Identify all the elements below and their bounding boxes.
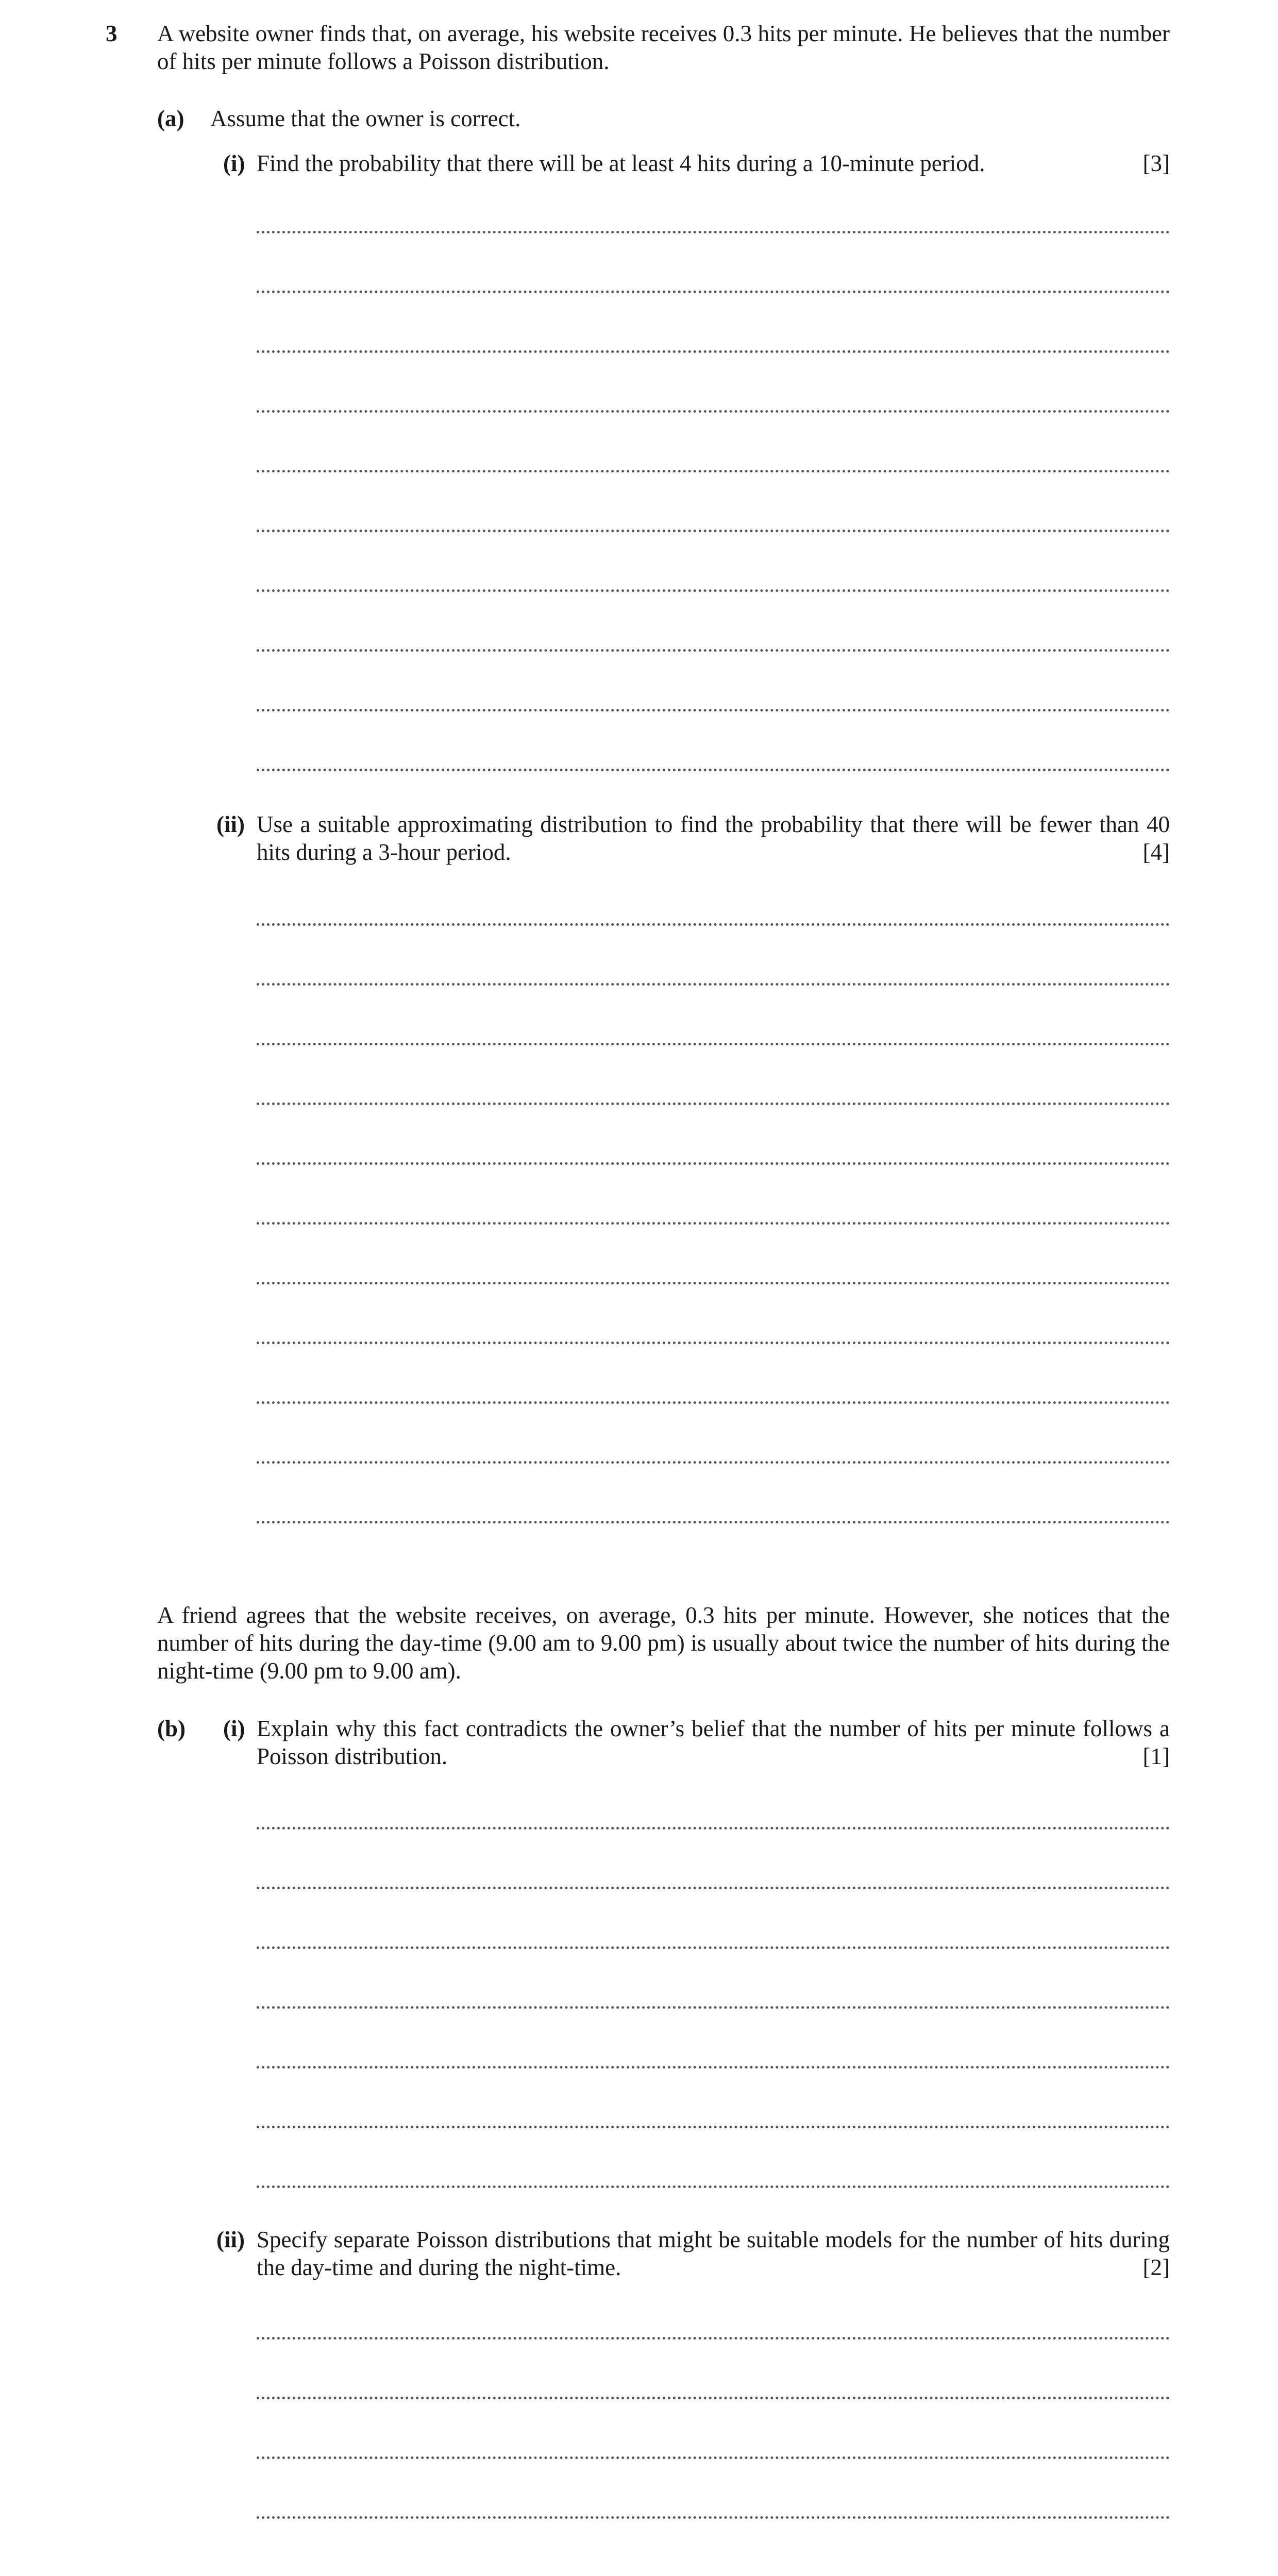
answer-line[interactable] (257, 410, 1170, 413)
answer-line[interactable] (257, 1222, 1170, 1225)
answer-line[interactable] (257, 2185, 1170, 2188)
part-a-ii-text: Use a suitable approximating distribution to find the probability that there will be fewer than 40 hits during a 3-hour period. (257, 811, 1170, 865)
answer-line[interactable] (257, 983, 1170, 986)
question-stem: A website owner finds that, on average, his website receives 0.3 hits per minute. He believes that the number of hits per minute follows a Poisson distribution. (157, 21, 1170, 74)
part-b-i-text: Explain why this fact contradicts the owner’s belief that the number of hits per minute follows a Poisson distribution. (257, 1716, 1170, 1769)
answer-line[interactable] (257, 1103, 1170, 1105)
answer-line[interactable] (257, 1827, 1170, 1829)
part-a-i-text: Find the probability that there will be at least 4 hits during a 10-minute period. (257, 150, 985, 176)
part-b-i-marks: [1] (1142, 1743, 1170, 1769)
part-a-ii-label: (ii) (216, 811, 245, 837)
part-a-i-label: (i) (223, 150, 245, 176)
answer-line[interactable] (257, 1887, 1170, 1889)
answer-line[interactable] (257, 470, 1170, 472)
answer-line[interactable] (257, 350, 1170, 353)
part-b-i-label: (i) (223, 1716, 245, 1741)
answer-line[interactable] (257, 2337, 1170, 2340)
answer-line[interactable] (257, 2456, 1170, 2459)
answer-line[interactable] (257, 231, 1170, 233)
answer-line[interactable] (257, 2126, 1170, 2128)
answer-line[interactable] (257, 2006, 1170, 2009)
part-b-ii-text: Specify separate Poisson distributions that might be suitable models for the number of hits during the day-time and during the night-time. (257, 2227, 1170, 2280)
answer-line[interactable] (257, 2066, 1170, 2069)
part-b-ii-label: (ii) (216, 2227, 245, 2252)
part-a-ii-marks: [4] (1142, 839, 1170, 865)
context-paragraph: A friend agrees that the website receives, on average, 0.3 hits per minute. However, she notices that the number of hits during the day-time (9.00 am to 9.00 pm) is usually about twice the number of hits during the night-time (9.00 pm to 9.00 am). (157, 1602, 1170, 1684)
answer-line[interactable] (257, 2516, 1170, 2519)
answer-line[interactable] (257, 709, 1170, 711)
part-a-label: (a) (157, 106, 184, 131)
answer-line[interactable] (257, 923, 1170, 926)
answer-line[interactable] (257, 1946, 1170, 1949)
question-number: 3 (106, 21, 117, 46)
answer-line[interactable] (257, 1162, 1170, 1165)
answer-line[interactable] (257, 1401, 1170, 1404)
answer-line[interactable] (257, 1461, 1170, 1464)
answer-line[interactable] (257, 1342, 1170, 1344)
part-b-ii-marks: [2] (1142, 2255, 1170, 2280)
answer-line[interactable] (257, 1282, 1170, 1284)
part-a-intro: Assume that the owner is correct. (210, 106, 521, 131)
answer-line[interactable] (257, 1043, 1170, 1045)
answer-line[interactable] (257, 769, 1170, 771)
answer-line[interactable] (257, 2397, 1170, 2399)
part-a-i-marks: [3] (1142, 150, 1170, 176)
answer-line[interactable] (257, 1521, 1170, 1523)
answer-line[interactable] (257, 589, 1170, 592)
answer-line[interactable] (257, 291, 1170, 293)
answer-line[interactable] (257, 649, 1170, 652)
answer-line[interactable] (257, 530, 1170, 532)
part-b-label: (b) (157, 1716, 186, 1741)
